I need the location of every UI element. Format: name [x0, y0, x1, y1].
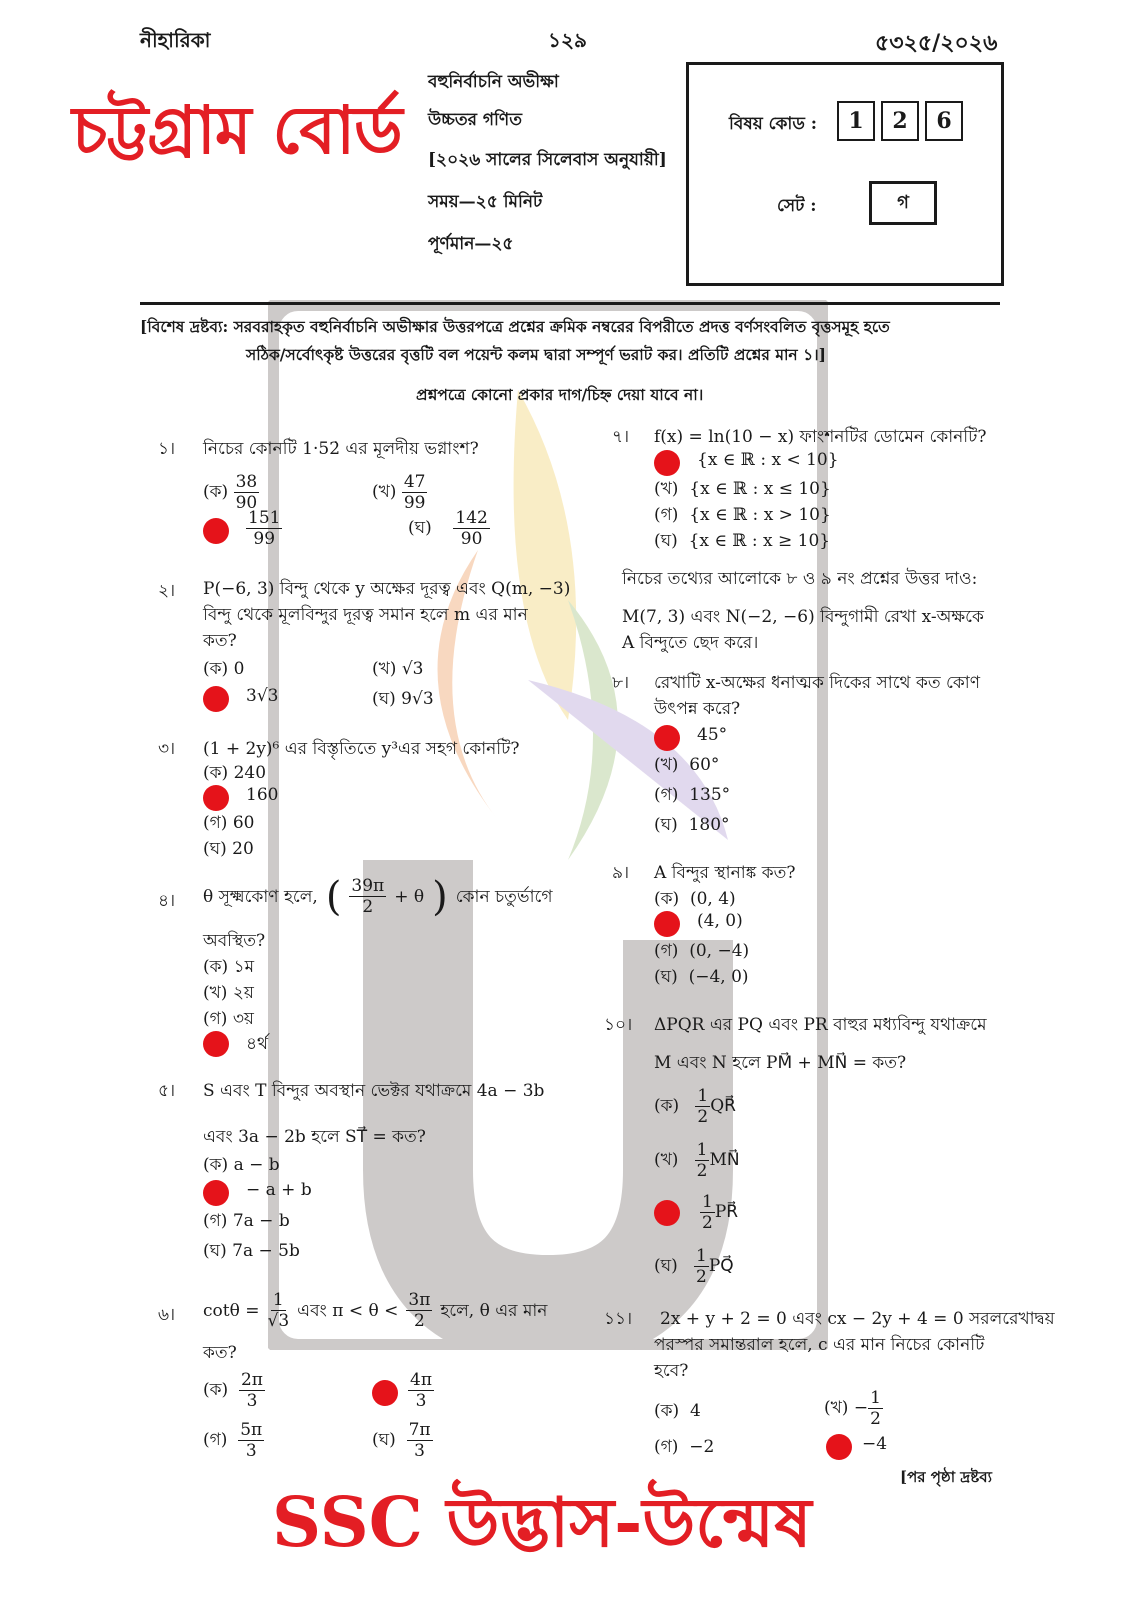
option-ka: (ক) $\frac{1}{2}$ QR⃗ [654, 1086, 736, 1127]
publisher-name: নীহারিকা [140, 28, 211, 52]
option-kha: (খ) √3 [372, 659, 424, 679]
question-4-line-2: অবস্থিত? [203, 931, 266, 951]
question-10-line-2: M এবং N হলে PM⃗ + MN⃗ = কত? [654, 1053, 907, 1073]
board-title: চট্টগ্রাম বোর্ড [72, 92, 402, 169]
no-marks-warning: প্রশ্নপত্রে কোনো প্রকার দাগ/চিহ্ন দেয়া যাবে না। [416, 385, 704, 404]
answer-dot [203, 1180, 229, 1206]
answer-dot [826, 1434, 852, 1460]
option-gha: (ঘ) 20 [203, 839, 254, 859]
answer-dot [654, 911, 680, 937]
answer-dot [372, 1380, 398, 1406]
answer-dot [203, 686, 229, 712]
option-gha: (ঘ) 9√3 [372, 689, 434, 709]
footer-brand: SSC উদ্ভাস-উন্মেষ [272, 1483, 812, 1563]
option-ka: (ক) 4 [654, 1401, 701, 1421]
option-ga: 3√3 [246, 686, 279, 706]
option-ka: (ক) $\frac{2\pi}{3}$ [203, 1370, 263, 1411]
option-gha: (ঘ) $\frac{142}{90}$ [408, 508, 488, 549]
question-5-line-2: এবং 3a − 2b হলে ST⃗ = কত? [203, 1127, 426, 1147]
answer-dot [654, 450, 680, 476]
question-10-line-1: ΔPQR এর PQ এবং PR বাহুর মধ্যবিন্দু যথাক্রমে [654, 1015, 987, 1035]
option-gha: (ঘ) (−4, 0) [654, 967, 749, 987]
question-number: ৯। [612, 863, 630, 883]
option-ga: $\frac{1}{2}$ PR⃗ [702, 1192, 739, 1233]
exam-time: সময়—২৫ মিনিট [428, 192, 543, 212]
option-gha: −4 [862, 1434, 888, 1454]
question-number: ৬। [158, 1305, 176, 1325]
question-number: ৮। [612, 673, 630, 693]
question-2-line-1: P(−6, 3) বিন্দু থেকে y অক্ষের দূরত্ব এবং Q(m, −3) [203, 579, 571, 599]
instruction-line-1: [বিশেষ দ্রষ্টব্য: সরবরাহকৃত বহুনির্বাচনি অভীক্ষার উত্তরপত্রে প্রশ্নের ক্রমিক নম্বরের বিপরীতে প্রদত্ত বর্ণসংবলিত বৃত্তসমূহ হতে [140, 317, 890, 336]
stem-title: নিচের তথ্যের আলোকে ৮ ও ৯ নং প্রশ্নের উত্তর দাও: [622, 569, 978, 589]
instruction-line-2: সঠিক/সর্বোৎকৃষ্ট উত্তরের বৃত্তটি বল পয়েন্ট কলম দ্বারা সম্পূর্ণ ভরাট কর। প্রতিটি প্রশ্নের মান ১।] [246, 345, 827, 364]
option-kha: (খ) − $\frac{1}{2}$ [824, 1388, 881, 1429]
set-value: গ [869, 181, 937, 225]
continue-note: [পর পৃষ্ঠা দ্রষ্টব্য [900, 1468, 992, 1486]
option-ka: 45° [697, 725, 728, 745]
option-kha: (খ) {x ∈ ℝ : x ≤ 10} [654, 479, 831, 499]
option-ka: (ক) (0, 4) [654, 889, 736, 909]
question-6-text: cotθ = $\frac{1}{√3}$ এবং π < θ < $\frac{3\pi}{2}$ হলে, θ এর মান [203, 1290, 548, 1331]
question-11-line-1: 2x + y + 2 = 0 এবং cx − 2y + 4 = 0 সরলরেখাদ্বয় [660, 1309, 1055, 1329]
question-8-line-2: উৎপন্ন করে? [654, 699, 741, 719]
option-ga: (গ) (0, −4) [654, 941, 750, 961]
full-marks: পূর্ণমান—২৫ [428, 234, 514, 254]
option-gha: (ঘ) 7a − 5b [203, 1241, 300, 1261]
question-7-text: f(x) = ln(10 − x) ফাংশনটির ডোমেন কোনটি? [654, 427, 987, 447]
question-number: ২। [158, 581, 176, 601]
question-2-line-2: বিন্দু থেকে মূলবিন্দুর দূরত্ব সমান হলে m এর মান [203, 605, 528, 625]
option-ga: (গ) 7a − b [203, 1211, 290, 1231]
option-ga: $\frac{151}{99}$ [248, 508, 281, 549]
option-kha: $\frac{4\pi}{3}$ [410, 1370, 432, 1411]
option-ga: (গ) ৩য় [203, 1009, 254, 1029]
option-ga: (গ) {x ∈ ℝ : x > 10} [654, 505, 831, 525]
question-number: ১১। [604, 1309, 633, 1329]
answer-dot [654, 1200, 680, 1226]
option-ga: (গ) $\frac{5\pi}{3}$ [203, 1420, 263, 1461]
option-gha: (ঘ) $\frac{7\pi}{3}$ [372, 1420, 431, 1461]
question-9-text: A বিন্দুর স্থানাঙ্ক কত? [654, 863, 796, 883]
question-number: ১০। [604, 1015, 633, 1035]
subject-code-digit: 2 [881, 101, 919, 141]
option-ka: (ক) ১ম [203, 957, 255, 977]
question-number: ৩। [158, 739, 176, 759]
option-kha: (খ) $\frac{1}{2}$ MN⃗ [654, 1140, 740, 1181]
subject-code-digit: 1 [837, 101, 875, 141]
question-4-text: θ সূক্ষ্মকোণ হলে, ( $\frac{39\pi}{2}$ + θ ) কোন চতুর্ভাগে [203, 873, 553, 920]
option-kha: − a + b [246, 1180, 312, 1200]
code-box [686, 62, 1004, 286]
answer-dot [203, 1031, 229, 1057]
option-ka: (ক) 240 [203, 763, 267, 783]
syllabus-note: [২০২৬ সালের সিলেবাস অনুযায়ী] [428, 150, 667, 170]
option-gha: (ঘ) {x ∈ ℝ : x ≥ 10} [654, 531, 831, 551]
question-5-line-1: S এবং T বিন্দুর অবস্থান ভেক্টর যথাক্রমে 4a − 3b [203, 1081, 545, 1101]
question-3-text: (1 + 2y)⁶ এর বিস্তৃতিতে y³এর সহগ কোনটি? [203, 739, 520, 759]
option-ga: (গ) −2 [654, 1437, 715, 1457]
question-number: ৪। [158, 891, 176, 911]
stem-line-1: M(7, 3) এবং N(−2, −6) বিন্দুগামী রেখা x-অক্ষকে [622, 607, 984, 627]
answer-dot [203, 785, 229, 811]
code-reference: ৫৩২৫/২০২৬ [875, 30, 998, 56]
exam-type: বহুনির্বাচনি অভীক্ষা [428, 72, 559, 92]
question-11-line-3: হবে? [654, 1361, 689, 1381]
option-kha: (খ) $\frac{47}{99}$ [372, 472, 426, 513]
question-11-line-2: পরস্পর সমান্তরাল হলে, c এর মান নিচের কোনটি [654, 1335, 985, 1355]
option-gha: ৪র্থ [246, 1034, 269, 1054]
divider [140, 302, 1000, 305]
question-6-line-2: কত? [203, 1343, 237, 1363]
stem-line-2: A বিন্দুতে ছেদ করে। [622, 633, 759, 653]
subject-code-digit: 6 [925, 101, 963, 141]
option-kha: (খ) ২য় [203, 983, 254, 1003]
option-ga: (গ) 60 [203, 813, 255, 833]
answer-dot [203, 518, 229, 544]
option-kha: (খ) 60° [654, 755, 720, 775]
question-1-text: নিচের কোনটি 1·52̇ এর মূলদীয় ভগ্নাংশ? [203, 439, 479, 459]
subject-code-label: বিষয় কোড : [729, 114, 818, 134]
option-ka: (ক) 0 [203, 659, 245, 679]
exam-subject: উচ্চতর গণিত [428, 110, 522, 130]
page-number: ১২৯ [548, 28, 587, 52]
set-label: সেট : [777, 196, 817, 216]
answer-dot [654, 725, 680, 751]
option-kha: 160 [246, 785, 279, 805]
question-2-line-3: কত? [203, 631, 237, 651]
question-number: ৫। [158, 1081, 176, 1101]
subject-code-cells [837, 101, 969, 141]
question-8-line-1: রেখাটি x-অক্ষের ধনাত্মক দিকের সাথে কত কোণ [654, 673, 980, 693]
option-ka: (ক) $\frac{38}{90}$ [203, 472, 258, 513]
question-number: ৭। [612, 427, 630, 447]
option-ka: (ক) a − b [203, 1155, 280, 1175]
option-ga: (গ) 135° [654, 785, 731, 805]
option-gha: (ঘ) 180° [654, 815, 730, 835]
question-number: ১। [158, 439, 176, 459]
option-ka: {x ∈ ℝ : x < 10} [697, 450, 839, 470]
option-gha: (ঘ) $\frac{1}{2}$ PQ⃗ [654, 1246, 734, 1287]
option-kha: (4, 0) [697, 911, 743, 931]
